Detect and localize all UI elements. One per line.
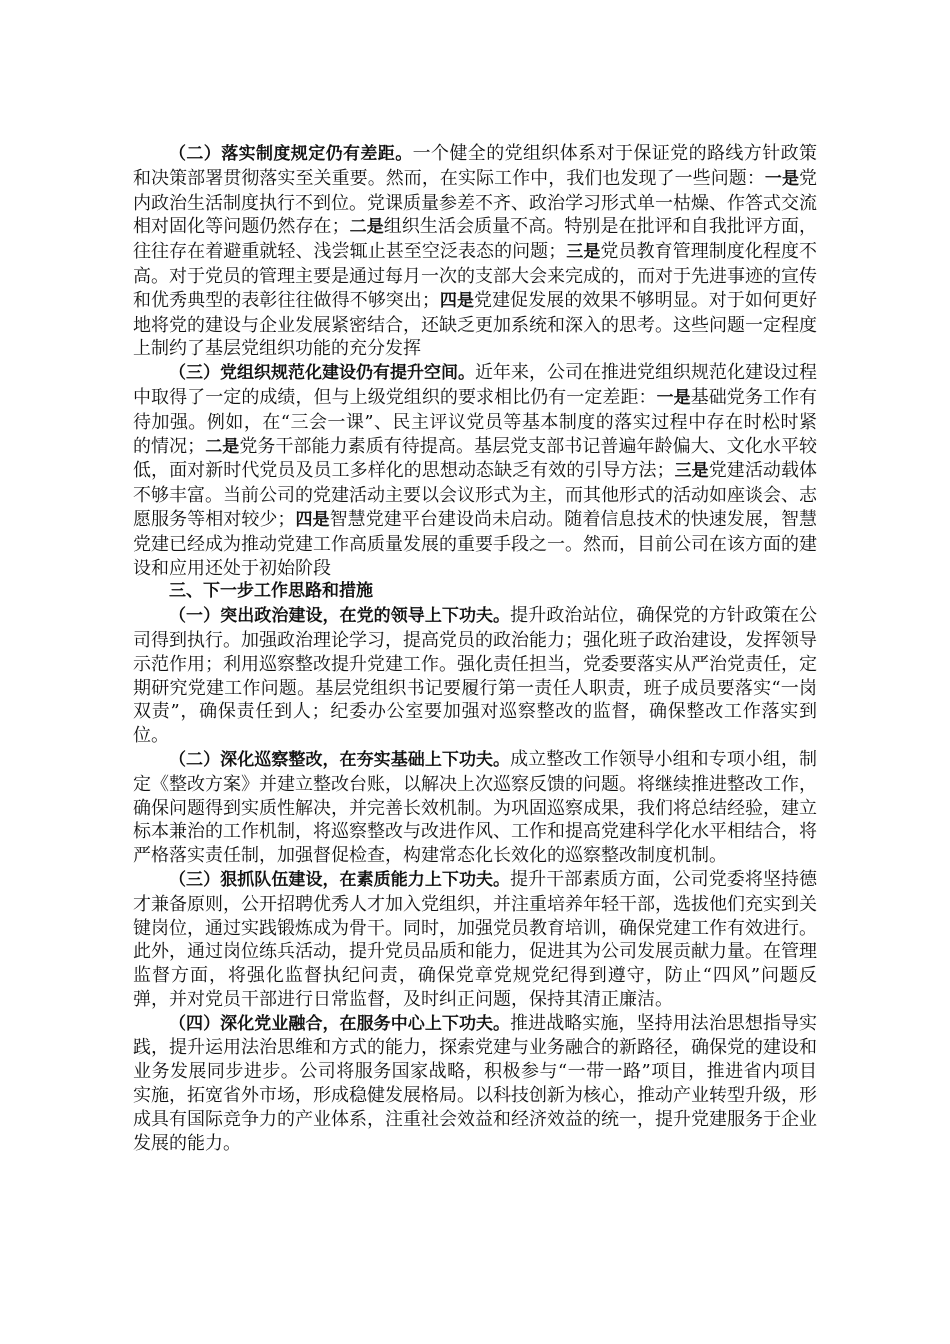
paragraph-text: 党建活动载体不够丰富。当前公司的党建活动主要以会议形式为主，而其他形式的活动如座谈会、志愿服务等相对较少； [133, 460, 818, 530]
paragraph-text: 党建促发展的效果不够明显。对于如何更好地将党的建设与企业发展紧密结合，还缺乏更加系统和深入的思考。这些问题一定程度上制约了基层党组织功能的充分发挥 [133, 289, 818, 360]
paragraph-text: 一个健全的党组织体系对于保证党的路线方针政策和决策部署贯彻落实至关重要。然而，在实际工作中，我们也发现了一些问题： [133, 143, 818, 189]
paragraph-text: 成立整改工作领导小组和专项小组，制定《整改方案》并建立整改台账，以解决上次巡察反馈的问题。将继续推进整改工作，确保问题得到实质性解决，并完善长效机制。为巩固巡察成果，我们将总结经验，建立标本兼治的工作机制，将巡察整改与改进作风、工作和提高党建科学化水平相结合，将严格落实责任制，加强督促检查，构建常态化长效化的巡察整改制度机制。 [133, 748, 818, 867]
paragraph-text: 党员教育管理制度化程度不高。对于党员的管理主要是通过每月一次的支部大会来完成的，而对于先进事迹的宣传和优秀典型的表彰往往做得不够突出； [133, 241, 818, 311]
paragraph-heading: （二）落实制度规定仍有差距。 [169, 144, 413, 164]
point-marker: 一是 [656, 387, 691, 408]
point-marker: 四是 [439, 290, 475, 311]
paragraph-implementation-gap [133, 142, 817, 361]
paragraph-heading: （四）深化党业融合，在服务中心上下功夫。 [169, 1013, 511, 1034]
point-marker: 三是 [566, 242, 601, 263]
paragraph-text: 党务干部能力素质有待提高。基层党支部书记普遍年龄偏大、文化水平较低，面对新时代党员及员工多样化的思想动态缺乏有效的引导方法； [133, 435, 818, 482]
paragraph-standardization [133, 361, 817, 580]
paragraph-heading: （一）突出政治建设，在党的领导上下功夫。 [169, 606, 511, 627]
section-heading: 三、下一步工作思路和措施 [169, 581, 373, 602]
paragraph-team-building [133, 868, 817, 1012]
paragraph-text: 组织生活会质量不高。特别是在批评和自我批评方面，往往存在着避重就轻、浅尝辄止甚至空泛表态的问题； [133, 216, 818, 263]
point-marker: 三是 [674, 461, 709, 482]
paragraph-text: 党内政治生活制度执行不到位。党课质量参差不齐、政治学习形式单一枯燥、作答式交流相对固化等问题仍然存在； [133, 167, 817, 238]
paragraph-text: 提升政治站位，确保党的方针政策在公司得到执行。加强政治理论学习，提高党员的政治能力；强化班子政治建设，发挥领导示范作用；利用巡察整改提升党建工作。强化责任担当，党委要落实从严治党责任，定期研究党建工作问题。基层党组织书记要履行第一责任人职责，班子成员要落实“一岗双责”，确保责任到人；纪委办公室要加强对巡察整改的监督，确保整改工作落实到位。 [133, 605, 818, 747]
paragraph-business-integration [133, 1012, 817, 1156]
point-marker: 一是 [764, 168, 799, 189]
paragraph-text: 推进战略实施，坚持用法治思想指导实践，提升运用法治思维和方式的能力，探索党建与业务融合的新路径，确保党的建设和业务发展同步进步。公司将服务国家战略，积极参与“一带一路”项目，推进省内项目实施，拓宽省外市场，形成稳健发展格局。以科技创新为核心，推动产业转型升级，形成具有国际竞争力的产业体系，注重社会效益和经济效益的统一，提升党建服务于企业发展的能力。 [133, 1012, 818, 1154]
paragraph-text: 提升干部素质方面，公司党委将坚持德才兼备原则，公开招聘优秀人才加入党组织，并注重培养年轻干部，选拔他们充实到关键岗位，通过实践锻炼成为骨干。同时，加强党员教育培训，确保党建工作有效进行。此外，通过岗位练兵活动，提升党员品质和能力，促进其为公司发展贡献力量。在管理监督方面，将强化监督执纪问责，确保党章党规党纪得到遵守，防止“四风”问题反弹，并对党员干部进行日常监督，及时纠正问题，保持其清正廉洁。 [133, 868, 818, 1010]
paragraph-text: 近年来，公司在推进党组织规范化建设过程中取得了一定的成绩，但与上级党组织的要求相比仍有一定差距： [133, 362, 817, 408]
paragraph-heading: （二）深化巡察整改，在夯实基础上下功夫。 [169, 749, 511, 770]
paragraph-text: 智慧党建平台建设尚未启动。随着信息技术的快速发展，智慧党建已经成为推动党建工作高质量发展的重要手段之一。然而，目前公司在该方面的建设和应用还处于初始阶段 [133, 508, 818, 579]
document-body [133, 142, 817, 1155]
paragraph-inspection-rectification [133, 748, 817, 868]
paragraph-text: 基础党务工作有待加强。例如，在“三会一课”、民主评议党员等基本制度的落实过程中存在时松时紧的情况； [133, 386, 818, 457]
point-marker: 二是 [205, 436, 240, 457]
paragraph-heading: （三）狠抓队伍建设，在素质能力上下功夫。 [169, 869, 511, 890]
paragraph-political-building [133, 604, 817, 748]
point-marker: 二是 [349, 217, 384, 238]
paragraph-heading: （三）党组织规范化建设仍有提升空间。 [169, 363, 475, 384]
point-marker: 四是 [295, 509, 330, 530]
